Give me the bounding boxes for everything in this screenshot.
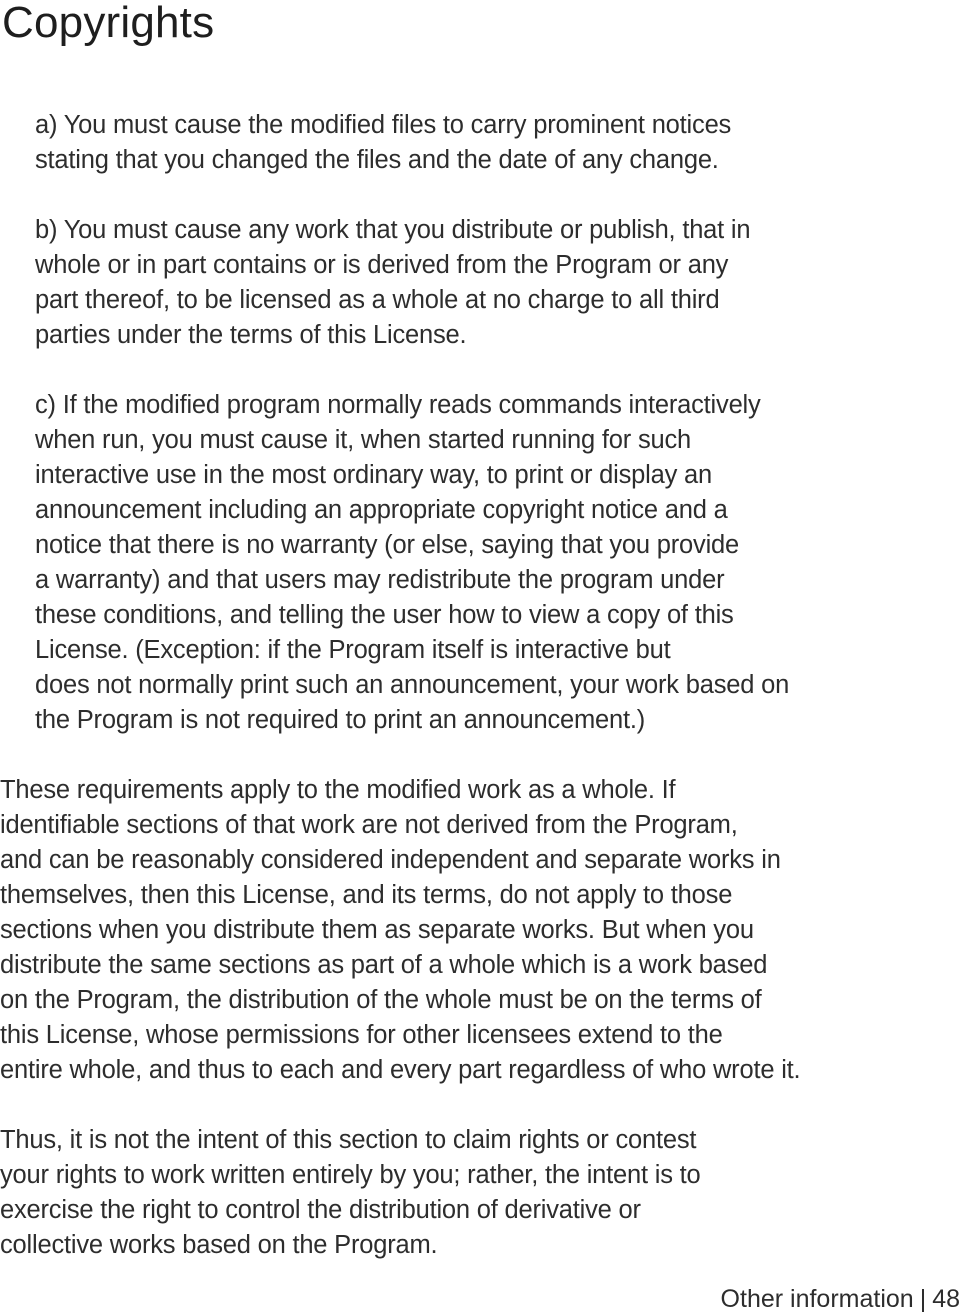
text-line: a) You must cause the modified files to carry prominent notices — [35, 111, 732, 139]
text-line: does not normally print such an announcement, your work based on — [35, 671, 790, 699]
paragraph-intent — [0, 1123, 958, 1263]
text-line: exercise the right to control the distribution of derivative or — [0, 1196, 641, 1224]
text-line: stating that you changed the files and the date of any change. — [35, 146, 719, 174]
page-title: Copyrights — [2, 0, 215, 47]
text-line: These requirements apply to the modified work as a whole. If — [0, 776, 676, 804]
clause-b — [0, 213, 958, 353]
text-line: parties under the terms of this License. — [35, 321, 467, 349]
text-line: this License, whose permissions for other licensees extend to the — [0, 1021, 723, 1049]
text-line: these conditions, and telling the user how to view a copy of this — [35, 601, 734, 629]
paragraph-spacer — [0, 1088, 958, 1123]
text-line: whole or in part contains or is derived from the Program or any — [35, 251, 729, 279]
text-line: Thus, it is not the intent of this section to claim rights or contest — [0, 1126, 697, 1154]
clause-c — [0, 388, 958, 738]
text-line: notice that there is no warranty (or else, saying that you provide — [35, 531, 740, 559]
paragraph-spacer — [0, 738, 958, 773]
text-line: entire whole, and thus to each and every part regardless of who wrote it. — [0, 1056, 801, 1084]
text-line: License. (Exception: if the Program itself is interactive but — [35, 636, 671, 664]
text-line: announcement including an appropriate copyright notice and a — [35, 496, 728, 524]
text-line: collective works based on the Program. — [0, 1231, 438, 1259]
text-line: when run, you must cause it, when started running for such — [35, 426, 692, 454]
text-line: b) You must cause any work that you distribute or publish, that in — [35, 216, 751, 244]
text-line: part thereof, to be licensed as a whole at no charge to all third — [35, 286, 720, 314]
document-body — [0, 108, 958, 1263]
text-line: your rights to work written entirely by you; rather, the intent is to — [0, 1161, 701, 1189]
text-line: identifiable sections of that work are not derived from the Program, — [0, 811, 738, 839]
text-line: and can be reasonably considered independent and separate works in — [0, 846, 781, 874]
text-line: on the Program, the distribution of the whole must be on the terms of — [0, 986, 762, 1014]
text-line: c) If the modified program normally reads commands interactively — [35, 391, 761, 419]
paragraph-spacer — [0, 178, 958, 213]
page-footer — [721, 1284, 960, 1314]
text-line: themselves, then this License, and its terms, do not apply to those — [0, 881, 733, 909]
footer-separator: | — [919, 1285, 927, 1313]
paragraph-requirements — [0, 773, 958, 1088]
page-number: 48 — [932, 1285, 960, 1313]
footer-section-name: Other information — [720, 1285, 914, 1313]
text-line: distribute the same sections as part of a whole which is a work based — [0, 951, 768, 979]
text-line: interactive use in the most ordinary way, to print or display an — [35, 461, 712, 489]
text-line: a warranty) and that users may redistribute the program under — [35, 566, 725, 594]
text-line: the Program is not required to print an announcement.) — [35, 706, 646, 734]
clause-a — [0, 108, 958, 178]
text-line: sections when you distribute them as separate works. But when you — [0, 916, 754, 944]
paragraph-spacer — [0, 353, 958, 388]
